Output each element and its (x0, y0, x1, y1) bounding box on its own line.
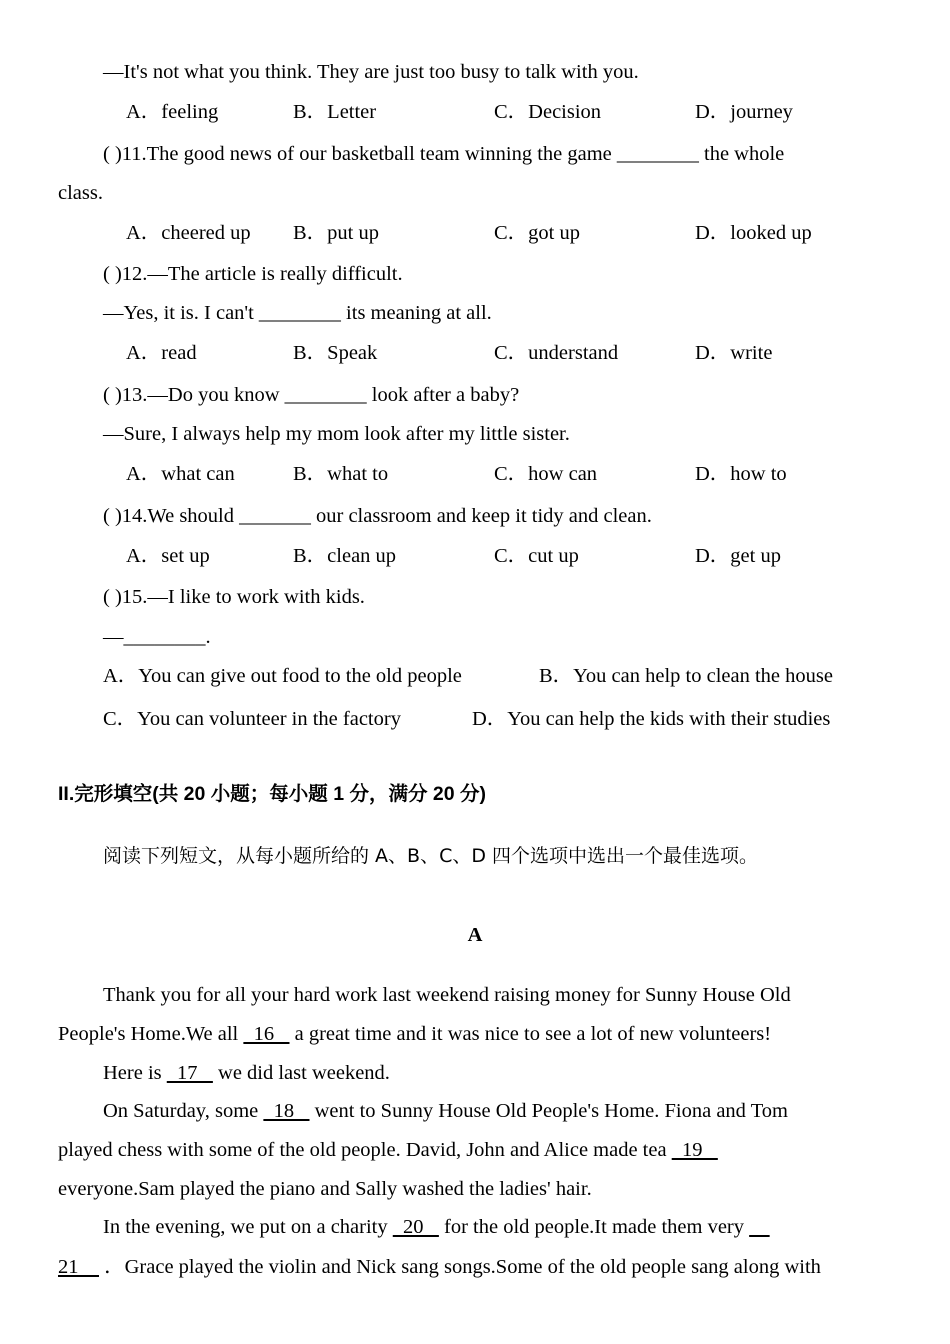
q14-option-c: C．cut up (494, 545, 579, 567)
passage-p3-line2 (58, 1140, 718, 1161)
passage-p3-line3: everyone.Sam played the piano and Sally washed the ladies' hair. (58, 1178, 592, 1200)
q11-stem-cont: class. (58, 182, 103, 204)
q10-option-a: A．feeling (126, 101, 219, 123)
text-run: ．Grace played the violin and Nick sang songs.Some of the old people sang along with (99, 1256, 821, 1278)
q15-stem: ( )15.—I like to work with kids. (103, 586, 365, 608)
q11-option-b: B．put up (293, 222, 379, 244)
q12-option-d: D．write (695, 342, 773, 364)
q13-option-c: C．how can (494, 463, 598, 485)
text-run: we did last weekend. (212, 1062, 390, 1084)
q13-stem: ( )13.—Do you know ________ look after a baby? (103, 384, 520, 406)
text-run: went to Sunny House Old People's Home. Fiona and Tom (309, 1100, 788, 1122)
q15-option-d: D．You can help the kids with their studies (472, 708, 831, 730)
q10-answer-line: —It's not what you think. They are just too busy to talk with you. (103, 61, 639, 83)
text-run: Here is (103, 1062, 167, 1084)
text-run: a great time and it was nice to see a lot of new volunteers! (289, 1023, 772, 1045)
q12-stem: ( )12.—The article is really difficult. (103, 263, 403, 285)
q15-option-c: C．You can volunteer in the factory (103, 708, 401, 730)
passage-p1-line1: Thank you for all your hard work last weekend raising money for Sunny House Old (103, 984, 791, 1006)
blank-20: 20 (392, 1216, 439, 1238)
passage-p2 (103, 1063, 390, 1084)
blank-18: 18 (263, 1100, 310, 1122)
q13-stem-cont: —Sure, I always help my mom look after my little sister. (103, 423, 570, 445)
passage-label: A (467, 924, 483, 946)
q15-option-b: B．You can help to clean the house (539, 665, 833, 687)
text-run: On Saturday, some (103, 1100, 264, 1122)
q10-option-d: D．journey (695, 101, 793, 123)
blank-16: 16 (243, 1023, 290, 1045)
passage-p3-line1 (103, 1101, 788, 1122)
blank-17: 17 (166, 1062, 213, 1084)
q12-option-a: A．read (126, 342, 197, 364)
blank-19: 19 (671, 1139, 718, 1161)
q11-option-d: D．looked up (695, 222, 812, 244)
q10-option-c: C．Decision (494, 101, 602, 123)
q14-option-b: B．clean up (293, 545, 397, 567)
section-heading: II.完形填空(共 20 小题；每小题 1 分，满分 20 分) (58, 783, 486, 805)
blank-21-start (749, 1216, 770, 1238)
q13-option-d: D．how to (695, 463, 787, 485)
section-instruction: 阅读下列短文，从每小题所给的 A、B、C、D 四个选项中选出一个最佳选项。 (103, 845, 759, 867)
q12-option-c: C．understand (494, 342, 619, 364)
q13-option-b: B．what to (293, 463, 389, 485)
q13-option-a: A．what can (126, 463, 235, 485)
q11-stem: ( )11.The good news of our basketball team winning the game ________ the whole (103, 143, 785, 165)
q14-stem: ( )14.We should _______ our classroom and keep it tidy and clean. (103, 505, 652, 527)
q11-option-c: C．got up (494, 222, 580, 244)
passage-p4-line2 (58, 1257, 821, 1278)
q12-option-b: B．Speak (293, 342, 378, 364)
text-run: In the evening, we put on a charity (103, 1216, 393, 1238)
q11-option-a: A．cheered up (126, 222, 251, 244)
q14-option-a: A．set up (126, 545, 210, 567)
q14-option-d: D．get up (695, 545, 781, 567)
text-run: People's Home.We all (58, 1023, 244, 1045)
text-run: played chess with some of the old people. David, John and Alice made tea (58, 1139, 672, 1161)
q10-option-b: B．Letter (293, 101, 377, 123)
q12-stem-cont: —Yes, it is. I can't ________ its meaning at all. (103, 302, 492, 324)
blank-21: 21 (58, 1256, 99, 1278)
q15-stem-cont: —________. (103, 626, 211, 648)
passage-p1-line2 (58, 1024, 771, 1045)
text-run: for the old people.It made them very (438, 1216, 750, 1238)
passage-p4-line1 (103, 1217, 770, 1238)
q15-option-a: A．You can give out food to the old people (103, 665, 462, 687)
